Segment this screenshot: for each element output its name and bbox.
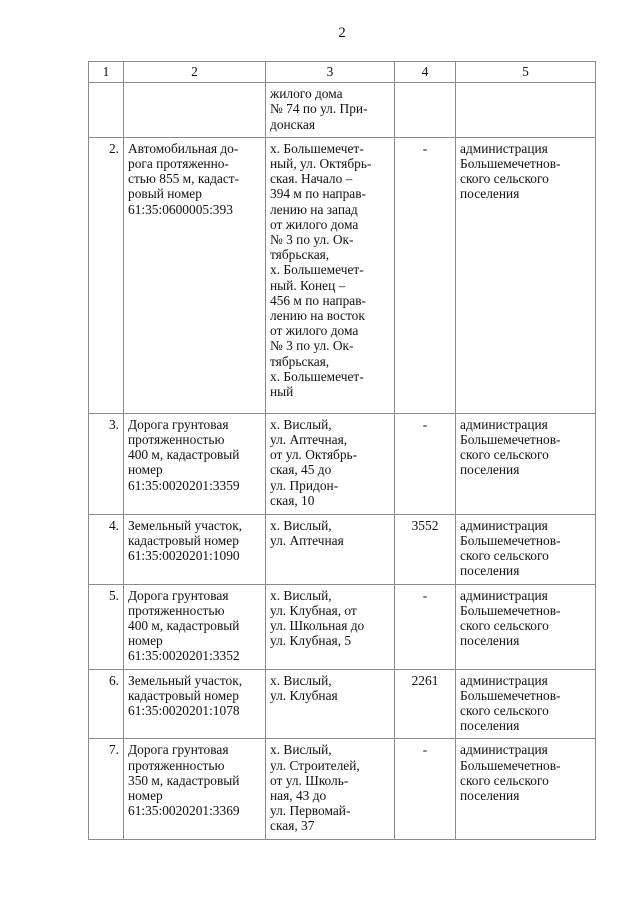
cell-address: х. Вислый, ул. Клубная — [266, 669, 395, 739]
cell-number: 7. — [89, 739, 124, 839]
cell-area: - — [395, 584, 456, 669]
cell-area: 3552 — [395, 514, 456, 584]
header-col-3: 3 — [266, 62, 395, 83]
cell-area — [395, 83, 456, 138]
cell-holder: администрация Большемечетнов- ского сельского поселения — [456, 739, 596, 839]
table-body — [89, 83, 596, 839]
cell-number: 4. — [89, 514, 124, 584]
cell-address: х. Вислый, ул. Аптечная, от ул. Октябрь- ская, 45 до ул. Придон- ская, 10 — [266, 413, 395, 514]
cell-holder: администрация Большемечетнов- ского сельского поселения — [456, 514, 596, 584]
cell-object-name: Дорога грунтовая протяженностью 400 м, кадастровый номер 61:35:0020201:3359 — [124, 413, 266, 514]
cell-address: х. Вислый, ул. Клубная, от ул. Школьная до ул. Клубная, 5 — [266, 584, 395, 669]
table-row — [89, 584, 596, 669]
header-col-1: 1 — [89, 62, 124, 83]
page-number: 2 — [338, 25, 346, 41]
header-row — [89, 62, 596, 83]
table-header — [89, 62, 596, 83]
cell-holder — [456, 83, 596, 138]
table-row — [89, 669, 596, 739]
cell-object-name: Дорога грунтовая протяженностью 400 м, кадастровый номер 61:35:0020201:3352 — [124, 584, 266, 669]
cell-address: х. Вислый, ул. Аптечная — [266, 514, 395, 584]
header-col-4: 4 — [395, 62, 456, 83]
cell-number: 5. — [89, 584, 124, 669]
table-row — [89, 514, 596, 584]
cell-object-name: Земельный участок, кадастровый номер 61:35:0020201:1090 — [124, 514, 266, 584]
cell-number: 6. — [89, 669, 124, 739]
registry-table — [88, 61, 596, 840]
table-row — [89, 739, 596, 839]
header-col-2: 2 — [124, 62, 266, 83]
cell-holder: администрация Большемечетнов- ского сельского поселения — [456, 413, 596, 514]
cell-address: х. Вислый, ул. Строителей, от ул. Школь- ная, 43 до ул. Первомай- ская, 37 — [266, 739, 395, 839]
table-row-continuation — [89, 83, 596, 138]
cell-number: 3. — [89, 413, 124, 514]
cell-holder: администрация Большемечетнов- ского сельского поселения — [456, 669, 596, 739]
table-row — [89, 413, 596, 514]
cell-object-name — [124, 83, 266, 138]
cell-holder: администрация Большемечетнов- ского сельского поселения — [456, 584, 596, 669]
cell-object-name: Автомобильная до- рога протяженно- стью 855 м, кадаст- ровый номер 61:35:0600005:393 — [124, 137, 266, 413]
cell-number: 2. — [89, 137, 124, 413]
cell-address: х. Большемечет- ный, ул. Октябрь- ская. Начало – 394 м по направ- лению на запад от жилого дома № 3 по ул. Ок- тябрьская, х. Большемечет- ный. Конец – 456 м по направ- лению на восток от жилого дома № 3 по ул. Ок- тябрьская, х. Большемечет- ный — [266, 137, 395, 413]
header-col-5: 5 — [456, 62, 596, 83]
cell-holder: администрация Большемечетнов- ского сельского поселения — [456, 137, 596, 413]
table-row — [89, 137, 596, 413]
cell-area: - — [395, 739, 456, 839]
cell-area: - — [395, 413, 456, 514]
cell-number — [89, 83, 124, 138]
cell-address: жилого дома № 74 по ул. При- донская — [266, 83, 395, 138]
cell-area: 2261 — [395, 669, 456, 739]
cell-object-name: Земельный участок, кадастровый номер 61:35:0020201:1078 — [124, 669, 266, 739]
cell-area: - — [395, 137, 456, 413]
cell-object-name: Дорога грунтовая протяженностью 350 м, кадастровый номер 61:35:0020201:3369 — [124, 739, 266, 839]
